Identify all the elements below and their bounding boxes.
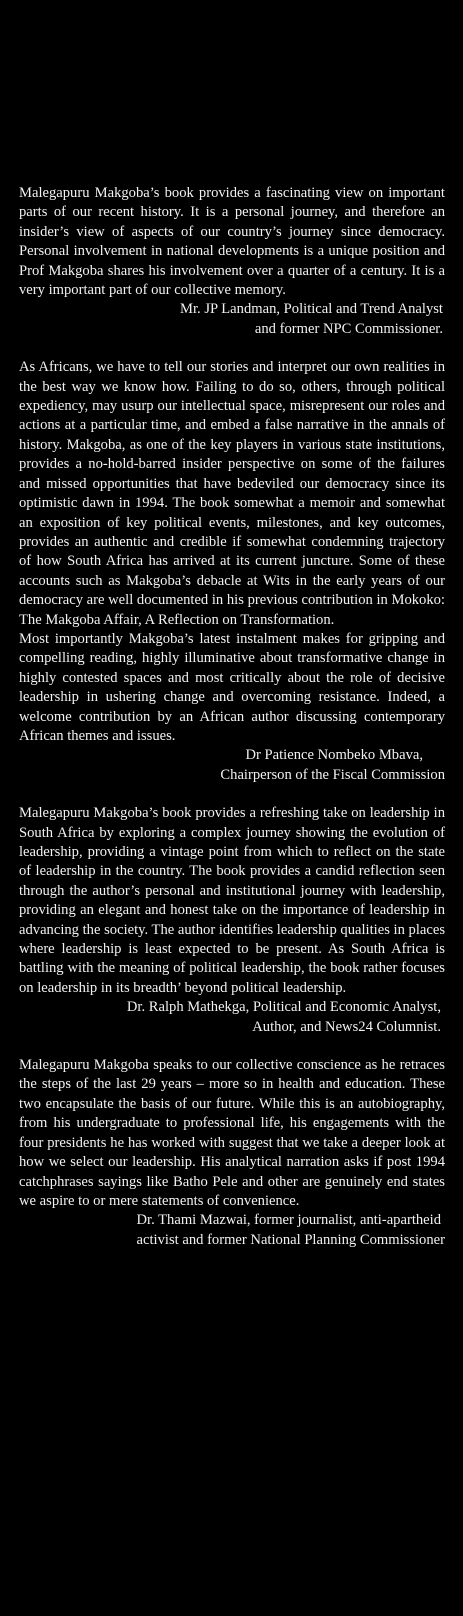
attribution-line: Dr Patience Nombeko Mbava,: [245, 747, 423, 764]
attribution-line: Author, and News24 Columnist.: [252, 1018, 441, 1035]
endorsement-text: Malegapuru Makgoba’s book provides a fascinating view on important parts of our recent history. It is a personal journey, and therefore an insider’s view of aspects of our country’s journey since democracy. Personal involvement in national developments is a unique position and Prof Makgoba shares his involvement over a quarter of a century. It is a very important part of our collective memory.: [19, 185, 445, 299]
attribution-line: Dr. Thami Mazwai, former journalist, anti-apartheid: [136, 1212, 441, 1229]
endorsement-mbava: [19, 358, 445, 785]
endorsement-text: As Africans, we have to tell our stories and interpret our own realities in the best way we know how. Failing to do so, others, through political expediency, may usurp our intellectual space, misrepresent our roles and actions at a particular time, and embed a false narrative in the annals of history. Makgoba, as one of the key players in various state institutions, provides a no-hold-barred insider perspective on some of the failures and missed opportunities that have bedeviled our democracy since its optimistic dawn in 1994. The book somewhat a memoir and somewhat an exposition of key political events, milestones, and key outcomes, provides an authentic and credible if somewhat condemning trajectory of how South Africa has arrived at its current juncture. Some of these accounts such as Makgoba’s debacle at Wits in the early years of our democracy are well documented in his previous contribution in Mokoko: The Makgoba Affair, A Reflection on Transformation.: [19, 359, 445, 628]
attribution-line: Mr. JP Landman, Political and Trend Analyst: [180, 301, 443, 318]
endorsement-text: Malegapuru Makgoba speaks to our collective conscience as he retraces the steps of the last 29 years – more so in health and education. These two encapsulate the basis of our future. While this is an autobiography, from his undergraduate to professional life, his engagements with the four presidents he has worked with suggest that we take a deeper look at how we select our leadership. His analytical narration asks if post 1994 catchphrases sayings like Batho Pele and other are genuinely end states we aspire to or mere statements of convenience.: [19, 1057, 445, 1209]
attribution-line: activist and former National Planning Commissioner: [136, 1231, 445, 1248]
attribution-line: and former NPC Commissioner.: [254, 320, 443, 337]
endorsement-text: Malegapuru Makgoba’s book provides a refreshing take on leadership in South Africa by exploring a complex journey showing the evolution of leadership, providing a vintage point from which to reflect on the state of leadership in the country. The book provides a candid reflection seen through the author’s personal and institutional journey with leadership, providing an elegant and honest take on the importance of leadership in advancing the society. The author identifies leadership qualities in places where leadership is least expected to be present. As South Africa is battling with the meaning of political leadership, the book rather focuses on leadership in its breadth’ beyond political leadership.: [19, 805, 445, 996]
endorsements-column: [19, 184, 445, 1269]
endorsement-mazwai: [19, 1056, 445, 1250]
endorsement-mathekga: [19, 804, 445, 1037]
attribution-line: Chairperson of the Fiscal Commission: [220, 766, 445, 783]
endorsement-text: Most importantly Makgoba’s latest instalment makes for gripping and compelling reading, highly illuminative about transformative change in highly contested spaces and most critically about the role of decisive leadership in ushering change and overcoming resistance. Indeed, a welcome contribution by an African author discussing contemporary African themes and issues.: [19, 630, 445, 744]
endorsement-landman: [19, 184, 445, 339]
attribution-line: Dr. Ralph Mathekga, Political and Economic Analyst,: [126, 999, 441, 1016]
